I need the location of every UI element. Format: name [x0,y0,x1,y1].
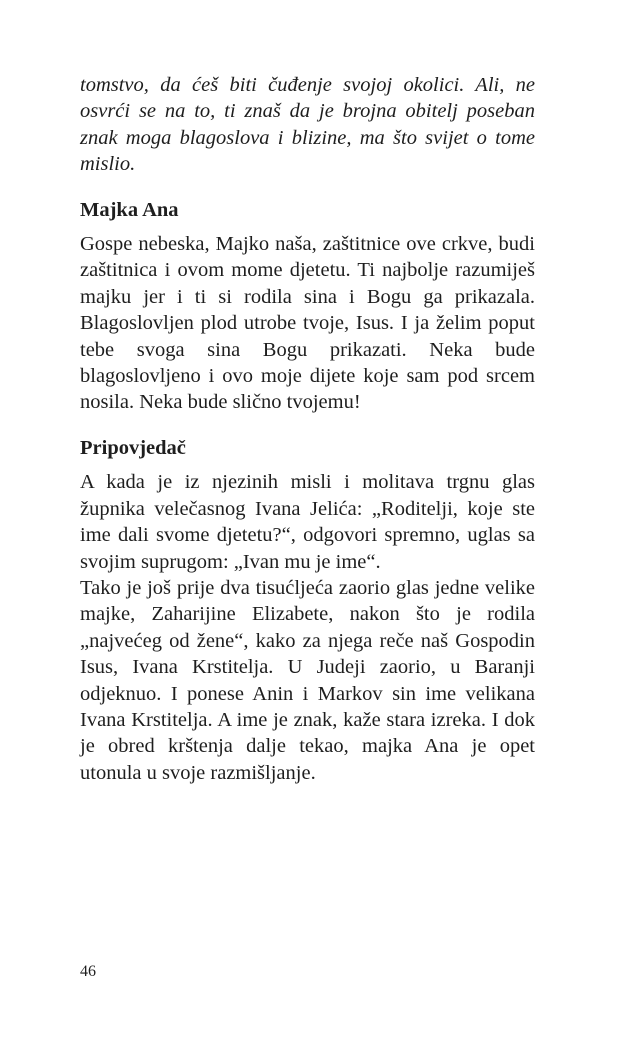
spacer [80,416,535,435]
pripovjedac-paragraph-2: Tako je još prije dva tisućljeća zaorio glas jedne velike majke, Zaharijine Elizabete, nakon što je rodila „najvećeg od žene“, kako za njega reče naš Gospodin Isus, Ivana Krstitelja. U Judeji zaorio, u Baranji odjeknuo. I ponese Anin i Markov sin ime velikana Ivana Krstitelja. A ime je znak, kaže stara izreka. I dok je obred krštenja dalje tekao, majka Ana je opet utonula u svoje razmišljanje. [80,576,535,784]
spacer [80,461,535,469]
section-heading-pripovjedac: Pripovjedač [80,436,186,459]
page-content [80,72,535,786]
spacer [80,223,535,231]
spacer [80,178,535,197]
section-heading-majka-ana: Majka Ana [80,198,179,221]
pripovjedac-paragraph-1: A kada je iz njezinih misli i molitava trgnu glas župnika velečasnog Ivana Jelića: „Roditelji, koje ste ime dali svome djetetu?“, odgovori spremno, uglas sa svojim suprugom: „Ivan mu je ime“. [80,471,535,573]
intro-paragraph: tomstvo, da ćeš biti čuđenje svojoj okolici. Ali, ne osvrći se na to, ti znaš da je brojna obitelj poseban znak moga blagoslova i blizine, ma što svijet o tome mislio. [80,74,535,176]
majka-ana-paragraph: Gospe nebeska, Majko naša, zaštitnice ove crkve, budi zaštitnica i ovom mome djetetu. Ti najbolje razumiješ majku jer i ti si rodila sina i Bogu ga prikazala. Blagoslovljen plod utrobe tvoje, Isus. I ja želim poput tebe svoga sina Bogu prikazati. Neka bude blagoslovljeno i ovo moje dijete koje sam pod srcem nosila. Neka bude slično tvojemu! [80,233,535,414]
page-number: 46 [80,963,96,980]
